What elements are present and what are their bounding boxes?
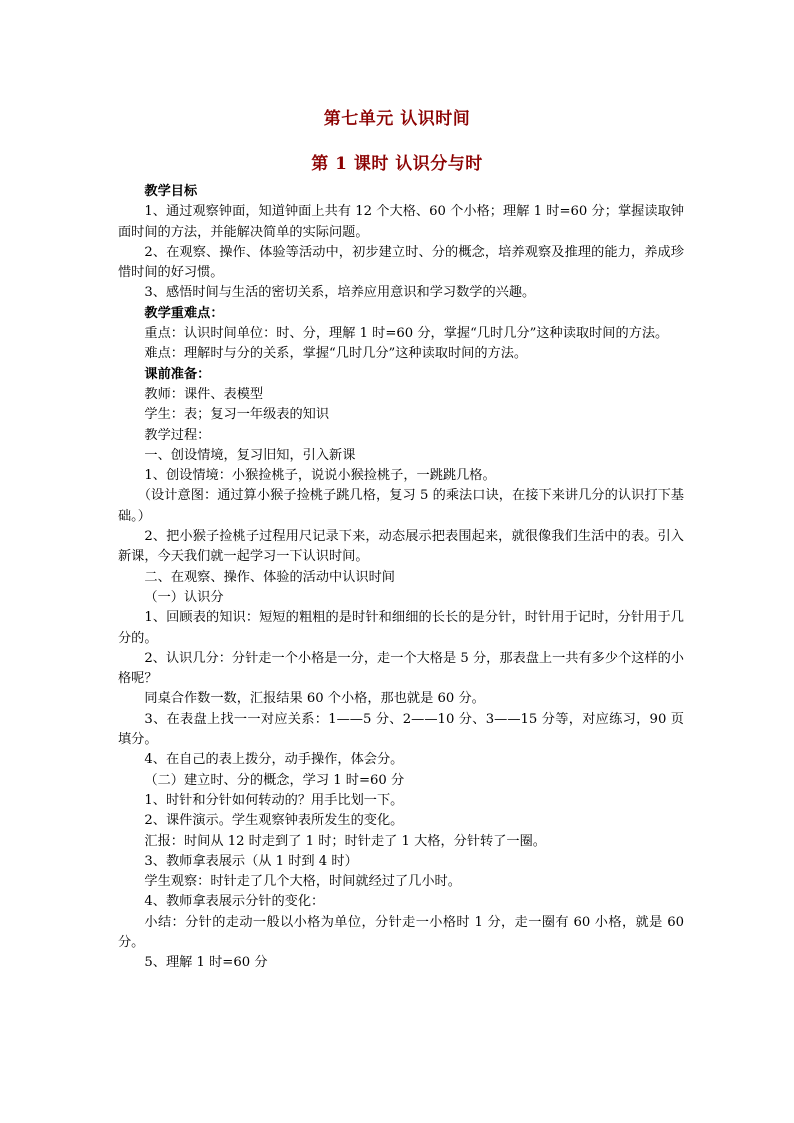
paragraph: 汇报：时间从 12 时走到了 1 时；时针走了 1 大格，分针转了一圈。: [144, 833, 546, 849]
paragraph: 1、回顾表的知识：短短的粗粗的是时针和细细的长长的是分针，时针用于记时，分针用于几分的。: [118, 610, 684, 646]
paragraph: 1、创设情境：小猴捡桃子，说说小猴捡桃子，一跳跳几格。: [144, 468, 496, 484]
paragraph: （设计意图：通过算小猴子捡桃子跳几格，复习 5 的乘法口诀，在接下来讲几分的认识打下基础。）: [118, 488, 684, 524]
section-heading: 教学重难点：: [144, 305, 224, 321]
paragraph: 3、感悟时间与生活的密切关系，培养应用意识和学习数学的兴趣。: [144, 285, 536, 301]
paragraph: 学生观察：时针走了几个大格，时间就经过了几小时。: [144, 874, 461, 890]
section-heading: 教学目标: [144, 184, 198, 199]
lesson-body: [118, 182, 684, 974]
paragraph: （二）建立时、分的概念，学习 1 时=60 分: [144, 772, 405, 788]
paragraph: 重点：认识时间单位：时、分，理解 1 时=60 分，掌握“几时几分”这种读取时间的方法。: [144, 326, 669, 342]
paragraph: 4、在自己的表上拨分，动手操作，体会分。: [144, 752, 404, 768]
paragraph: 1、通过观察钟面，知道钟面上共有 12 个大格、60 个小格；理解 1 时=60 分；掌握读取钟面时间的方法，并能解决简单的实际问题。: [118, 204, 684, 240]
paragraph: 一、创设情境，复习旧知，引入新课: [144, 447, 356, 463]
paragraph: 2、课件演示。学生观察钟表所发生的变化。: [144, 813, 404, 829]
paragraph: 难点：理解时与分的关系，掌握“几时几分”这种读取时间的方法。: [144, 346, 528, 362]
paragraph: 2、在观察、操作、体验等活动中，初步建立时、分的概念，培养观察及推理的能力，养成珍惜时间的好习惯。: [118, 244, 684, 281]
paragraph: 1、时针和分针如何转动的？用手比划一下。: [144, 792, 404, 808]
paragraph: 3、教师拿表展示（从 1 时到 4 时）: [144, 853, 358, 869]
paragraph: 2、把小猴子捡桃子过程用尺记录下来，动态展示把表围起来，就很像我们生活中的表。引入新课，今天我们就一起学习一下认识时间。: [118, 529, 684, 565]
paragraph: 小结：分针的走动一般以小格为单位，分针走一小格时 1 分，走一圈有 60 小格，就是 60 分。: [118, 914, 684, 950]
lesson-title: 第 1 课时 认识分与时: [311, 154, 483, 174]
paragraph: 教师：课件、表模型: [144, 386, 264, 402]
paragraph: 3、在表盘上找一一对应关系：1——5 分、2——10 分、3——15 分等，对应练习，90 页填分。: [118, 711, 684, 748]
paragraph: 教学过程：: [144, 427, 211, 443]
paragraph: 4、教师拿表展示分针的变化：: [144, 894, 325, 910]
paragraph: 同桌合作数一数，汇报结果 60 个小格，那也就是 60 分。: [144, 691, 485, 707]
paragraph: 5、理解 1 时=60 分: [144, 955, 268, 971]
paragraph: 学生：表；复习一年级表的知识: [144, 407, 330, 423]
paragraph: （一）认识分: [144, 589, 224, 605]
paragraph: 二、在观察、操作、体验的活动中认识时间: [144, 569, 395, 585]
section-heading: 课前准备：: [144, 366, 211, 382]
paragraph: 2、认识几分：分针走一个小格是一分，走一个大格是 5 分，那表盘上一共有多少个这样的小格呢？: [118, 650, 684, 687]
unit-title: 第七单元 认识时间: [323, 109, 471, 129]
